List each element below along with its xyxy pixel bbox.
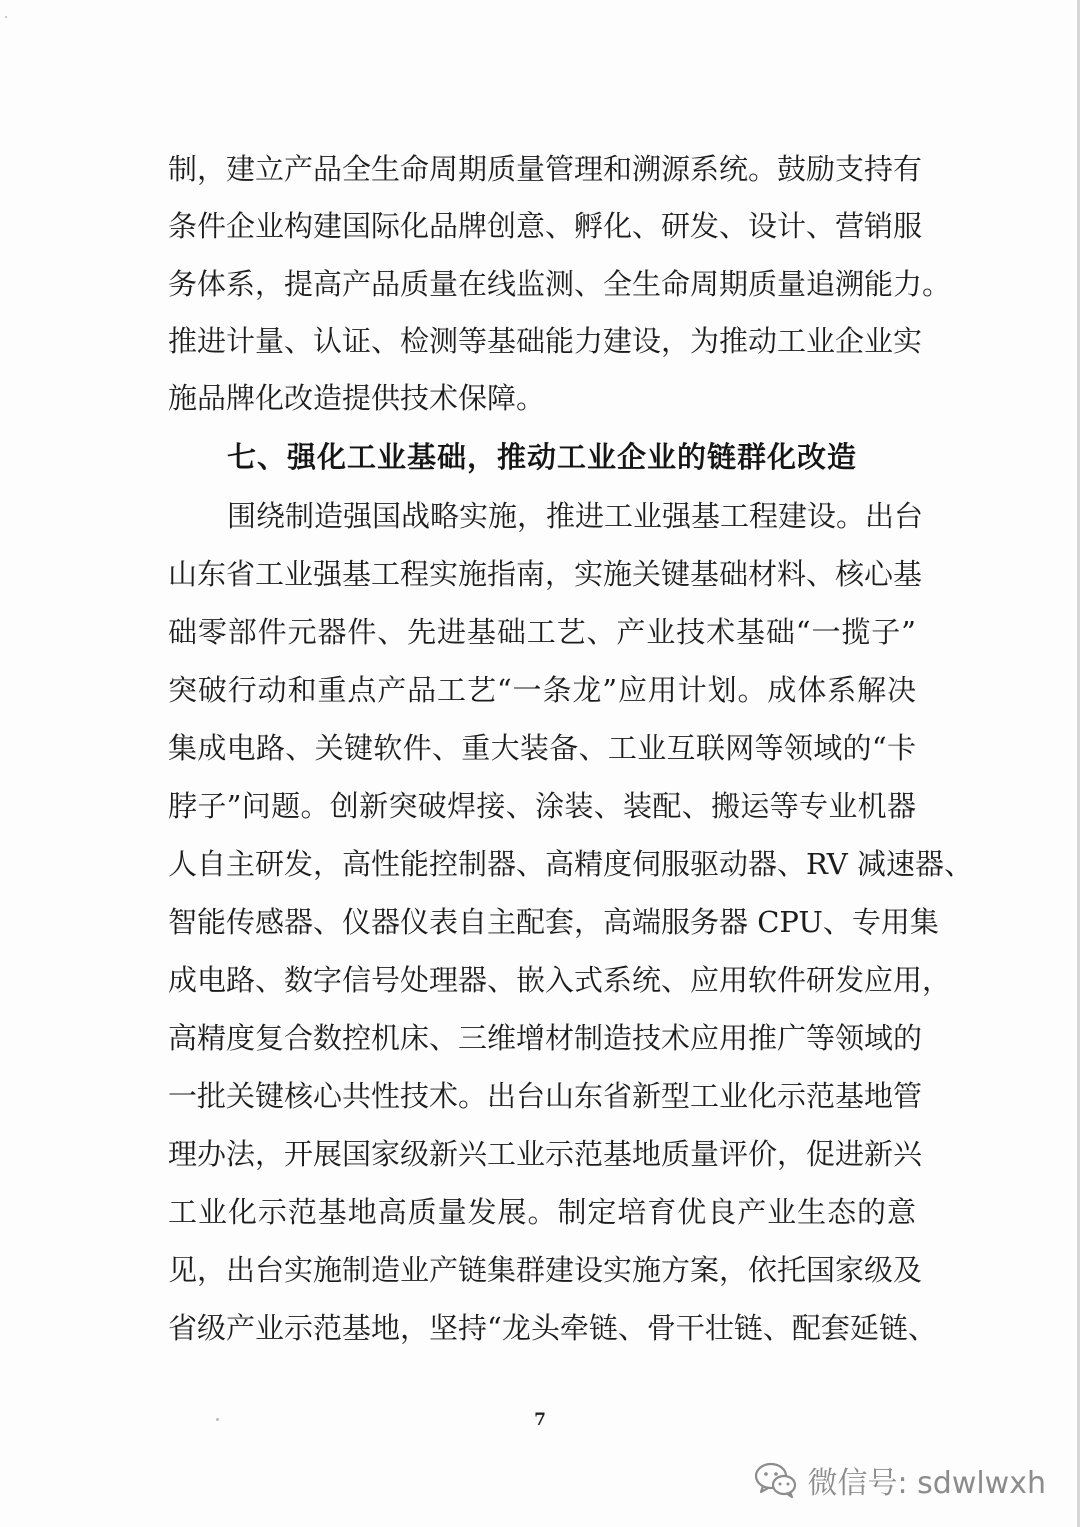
wechat-icon	[754, 1461, 798, 1499]
paragraph-line: 人自主研发，高性能控制器、高精度伺服驱动器、RV 减速器、	[168, 847, 973, 881]
paragraph-line: 理办法，开展国家级新兴工业示范基地质量评价，促进新兴	[168, 1137, 923, 1171]
paragraph-line: 推进计量、认证、检测等基础能力建设，为推动工业企业实	[168, 324, 923, 358]
paragraph-line: 施品牌化改造提供技术保障。	[168, 381, 546, 415]
paragraph-line: 础零部件元器件、先进基础工艺、产业技术基础“一揽子”	[168, 615, 916, 649]
paragraph-line: 省级产业示范基地，坚持“龙头牵链、骨干壮链、配套延链、	[168, 1311, 937, 1345]
paragraph-line: 见，出台实施制造业产链集群建设实施方案，依托国家级及	[168, 1253, 923, 1287]
paragraph-line: 条件企业构建国际化品牌创意、孵化、研发、设计、营销服	[168, 209, 923, 243]
paragraph-line: 山东省工业强基工程实施指南，实施关键基础材料、核心基	[168, 557, 923, 591]
paragraph-line: 成电路、数字信号处理器、嵌入式系统、应用软件研发应用，	[168, 963, 952, 997]
paragraph-line: 脖子”问题。创新突破焊接、涂装、装配、搬运等专业机器	[168, 789, 916, 823]
paragraph-line: 制，建立产品全生命周期质量管理和溯源系统。鼓励支持有	[168, 152, 923, 186]
scan-speck	[216, 1418, 219, 1421]
paragraph-line: 集成电路、关键软件、重大装备、工业互联网等领域的“卡	[168, 731, 916, 765]
paragraph-line: 务体系，提高产品质量在线监测、全生命周期质量追溯能力。	[168, 267, 952, 301]
paragraph-line: 围绕制造强国战略实施，推进工业强基工程建设。出台	[227, 499, 924, 533]
paragraph-line: 高精度复合数控机床、三维增材制造技术应用推广等领域的	[168, 1021, 923, 1055]
page-number: 7	[534, 1410, 546, 1430]
paragraph-line: 工业化示范基地高质量发展。制定培育优良产业生态的意	[168, 1195, 916, 1229]
wechat-watermark	[754, 1455, 1047, 1505]
paragraph-line: 一批关键核心共性技术。出台山东省新型工业化示范基地管	[168, 1079, 923, 1113]
section-heading: 七、强化工业基础，推动工业企业的链群化改造	[227, 440, 858, 474]
paragraph-line: 突破行动和重点产品工艺“一条龙”应用计划。成体系解决	[168, 673, 916, 707]
paragraph-line: 智能传感器、仪器仪表自主配套，高端服务器 CPU、专用集	[168, 905, 939, 939]
watermark-text: 微信号: sdwlwxh	[807, 1466, 1046, 1501]
scan-speck	[5, 16, 7, 18]
